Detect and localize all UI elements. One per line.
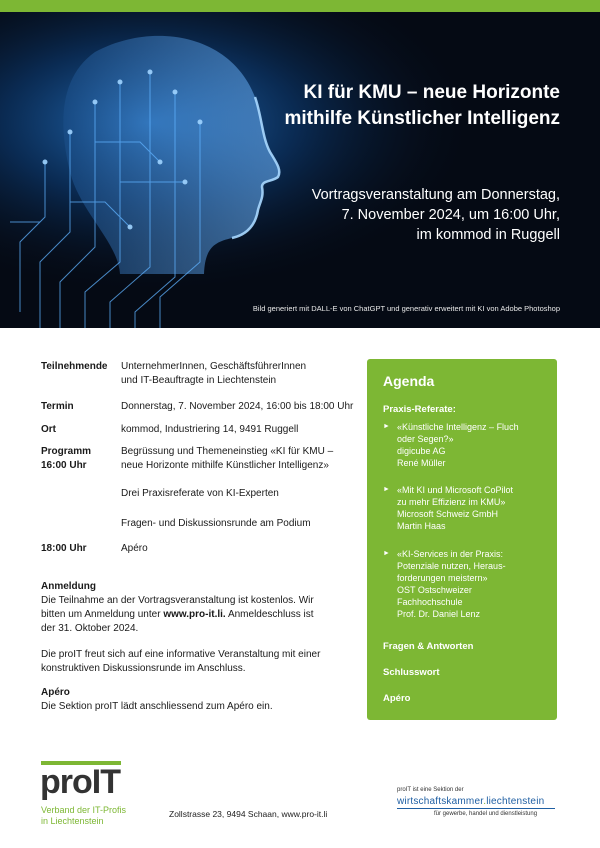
footer-address: Zollstrasse 23, 9494 Schaan, www.pro-it.li (169, 809, 328, 819)
wirtschaftskammer-logo (397, 796, 544, 807)
apero-heading: Apéro (41, 687, 70, 698)
agenda-schlusswort: Schlusswort (383, 667, 440, 678)
wk-name2: liechtenstein (486, 796, 545, 807)
wk-dot: . (483, 796, 487, 807)
registration-link[interactable]: www.pro-it.li. (163, 609, 226, 620)
agenda-item-1-line2: oder Segen?» (397, 434, 454, 444)
hero-title (284, 80, 560, 132)
logo-it: IT (91, 763, 120, 801)
apero-text: Die Sektion proIT lädt anschliessend zum Apéro ein. (41, 701, 273, 712)
termin-label: Termin (41, 401, 74, 412)
termin-value: Donnerstag, 7. November 2024, 16:00 bis 18:00 Uhr (121, 401, 354, 412)
agenda-item-3-line1: «KI-Services in der Praxis: (397, 549, 504, 559)
agenda-item-3-line6: Prof. Dr. Daniel Lenz (397, 609, 481, 619)
agenda-box (367, 359, 557, 720)
ort-label: Ort (41, 424, 56, 435)
hero-subtitle (312, 185, 560, 245)
agenda-item-2-line1: «Mit KI und Microsoft CoPilot (397, 485, 514, 495)
agenda-fragen: Fragen & Antworten (383, 641, 474, 652)
wk-section-note: proIT ist eine Sektion der (397, 787, 464, 793)
programm-line1: Begrüssung und Themeneinstieg «KI für KMU – (121, 446, 334, 457)
agenda-item-1-line1: «Künstliche Intelligenz – Fluch (397, 422, 519, 432)
hero-subtitle-line3: im kommod in Ruggell (416, 227, 560, 243)
anmeldung-section (41, 580, 361, 676)
anmeldung-text1: Die Teilnahme an der Vortragsveranstaltung ist kostenlos. Wir (41, 595, 314, 606)
agenda-item-3-line5: Fachhochschule (397, 597, 463, 607)
hero-subtitle-line2: 7. November 2024, um 16:00 Uhr, (341, 207, 560, 223)
programm-label-text: Programm (41, 446, 92, 457)
agenda-item-1-line4: René Müller (397, 458, 446, 468)
agenda-item-2-line3: Microsoft Schweiz GmbH (397, 509, 499, 519)
wk-tagline: für gewerbe, handel und dienstleistung (434, 811, 538, 817)
agenda-apero: Apéro (383, 693, 411, 704)
teilnehmende-line1: UnternehmerInnen, GeschäftsführerInnen (121, 361, 307, 372)
wk-underline (397, 808, 555, 809)
anmeldung-text2-pre: bitten um Anmeldung unter (41, 609, 164, 620)
programm-line4: Fragen- und Diskussionsrunde am Podium (121, 518, 311, 529)
programm-line3: Drei Praxisreferate von KI-Experten (121, 488, 279, 499)
bullet-icon: ► (383, 486, 390, 493)
anmeldung-heading: Anmeldung (41, 581, 96, 592)
agenda-item-2-line2: zu mehr Effizienz im KMU» (397, 497, 506, 507)
hero-subtitle-line1: Vortragsveranstaltung am Donnerstag, (311, 187, 560, 203)
logo-tagline-line2: in Liechtenstein (41, 816, 104, 826)
teilnehmende-label: Teilnehmende (41, 361, 108, 372)
hero-banner (0, 12, 600, 328)
programm-label (41, 445, 91, 473)
logo-tagline (41, 805, 126, 827)
end-time-label: 18:00 Uhr (41, 543, 87, 554)
anmeldung-text2 (41, 608, 361, 622)
top-accent-bar (0, 0, 600, 12)
ort-value: kommod, Industriering 14, 9491 Ruggell (121, 424, 299, 435)
bullet-icon: ► (383, 550, 390, 557)
hero-title-line1: KI für KMU – neue Horizonte (303, 82, 560, 103)
anmeldung-text4: Die proIT freut sich auf eine informative Veranstaltung mit einer (41, 649, 321, 660)
end-value: Apéro (121, 543, 148, 554)
hero-title-line2: mithilfe Künstlicher Intelligenz (284, 108, 560, 129)
apero-section (41, 686, 361, 714)
anmeldung-text2-post: Anmeldeschluss ist (225, 609, 314, 620)
programm-value (121, 445, 361, 531)
agenda-item-1-line3: digicube AG (397, 446, 446, 456)
logo-tagline-line1: Verband der IT-Profis (41, 805, 127, 815)
anmeldung-text3: der 31. Oktober 2024. (41, 623, 139, 634)
wk-name1: wirtschaftskammer (397, 796, 484, 807)
anmeldung-text5: konstruktiven Diskussionsrunde im Anschluss. (41, 663, 246, 674)
ai-head-illustration (0, 12, 600, 328)
teilnehmende-value (121, 360, 361, 388)
agenda-item-2-line4: Martin Haas (397, 521, 446, 531)
agenda-title: Agenda (383, 373, 435, 389)
agenda-item-3-line3: forderungen meistern» (397, 573, 488, 583)
programm-time: 16:00 Uhr (41, 460, 87, 471)
teilnehmende-line2: und IT-Beauftragte in Liechtenstein (121, 375, 277, 386)
bullet-icon: ► (383, 423, 390, 430)
programm-line2: neue Horizonte mithilfe Künstlicher Intelligenz» (121, 460, 329, 471)
proit-logo (40, 763, 120, 802)
agenda-item-3-line4: OST Ostschweizer (397, 585, 472, 595)
agenda-item-3-line2: Potenziale nutzen, Heraus- (397, 561, 506, 571)
image-credit: Bild generiert mit DALL-E von ChatGPT und generativ erweitert mit KI von Adobe Photoshop (252, 304, 560, 313)
logo-pro: pro (40, 763, 92, 801)
agenda-section-praxis: Praxis-Referate: (383, 404, 456, 415)
